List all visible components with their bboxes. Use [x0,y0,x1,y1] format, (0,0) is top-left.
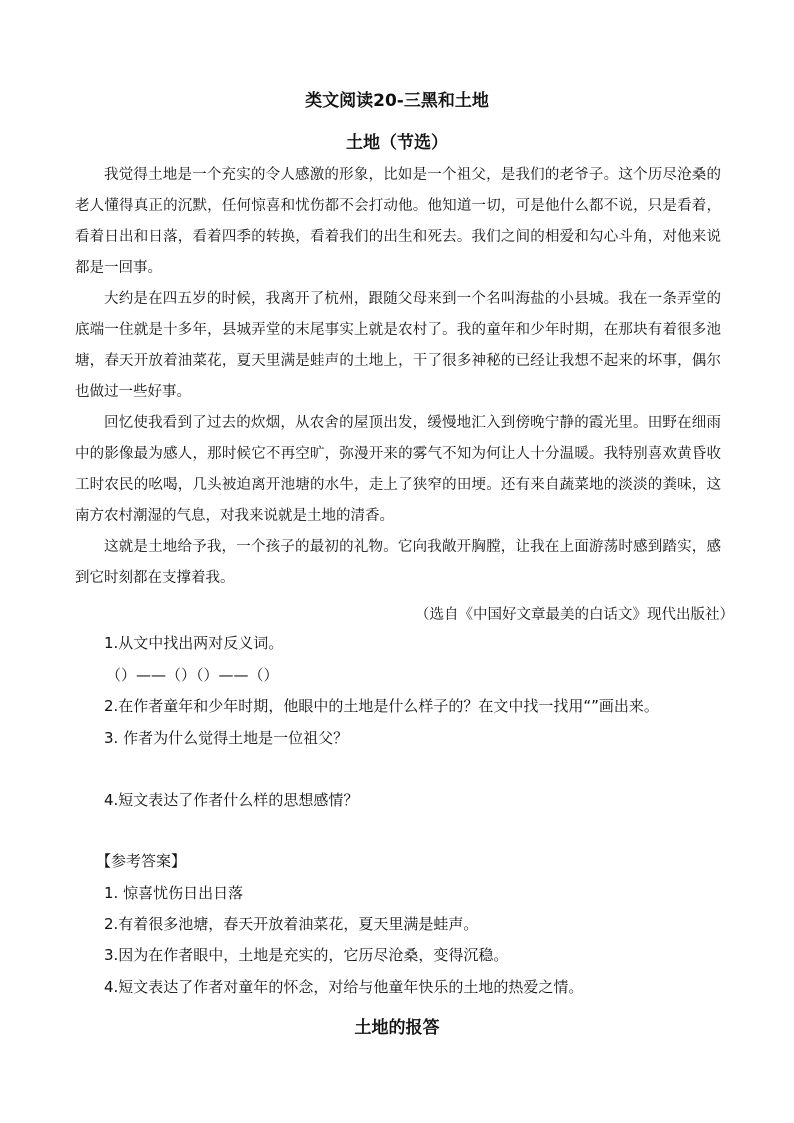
next-section-title: 土地的报答 [354,1018,440,1038]
passage-paragraph-4: 这就是土地给予我，一个孩子的最初的礼物。它向我敞开胸膛，让我在上面游荡时感到踏实，感到它时刻都在支撑着我。 [75,539,721,586]
question-1: 1.从文中找出两对反义词。 [104,634,284,652]
passage-source: （选自《中国好文章最美的白话文》现代出版社） [415,607,734,623]
question-4: 4.短文表达了作者什么样的思想感情？ [104,791,359,809]
passage-paragraph-3: 回忆使我看到了过去的炊烟，从农舍的屋顶出发，缓慢地汇入到傍晚宁静的霞光里。田野在细雨中的影像最为感人，那时候它不再空旷，弥漫开来的雾气不知为何让人十分温暖。我特别喜欢黄昏收工时农民的吆喝，几头被迫离开池塘的水牛，走上了狭窄的田埂。还有来自蔬菜地的淡淡的粪味，这南方农村潮湿的气息，对我来说就是土地的清香。 [75,415,721,524]
answer-4: 4.短文表达了作者对童年的怀念，对给与他童年快乐的土地的热爱之情。 [104,978,584,996]
passage-title: 土地（节选） [346,133,448,153]
answer-heading: 【参考答案】 [96,852,187,870]
question-3: 3. 作者为什么觉得土地是一位祖父？ [104,729,349,747]
question-1-blanks: （）——（）（）——（） [106,666,279,684]
passage-paragraph-1: 我觉得土地是一个充实的令人感激的形象，比如是一个祖父，是我们的老爷子。这个历尽沧桑的老人懂得真正的沉默，任何惊喜和忧伤都不会打动他。他知道一切，可是他什么都不说，只是看着，看着日出和日落，看着四季的转换，看着我们的出生和死去。我们之间的相爱和勾心斗角，对他来说都是一回事。 [75,167,721,276]
answer-3: 3.因为在作者眼中，土地是充实的，它历尽沧桑，变得沉稳。 [104,946,509,964]
question-2: 2.在作者童年和少年时期，他眼中的土地是什么样子的？在文中找一找用“”画出来。 [104,697,659,715]
passage-paragraph-2: 大约是在四五岁的时候，我离开了杭州，跟随父母来到一个名叫海盐的小县城。我在一条弄堂的底端一住就是十多年，县城弄堂的末尾事实上就是农村了。我的童年和少年时期，在那块有着很多池塘，春天开放着油菜花，夏天里满是蛙声的土地上，干了很多神秘的已经让我想不起来的坏事，偶尔也做过一些好事。 [75,291,721,400]
answer-1: 1. 惊喜忧伤日出日落 [104,884,244,902]
answer-2: 2.有着很多池塘，春天开放着油菜花，夏天里满是蛙声。 [104,915,479,933]
document-title: 类文阅读20-三黑和土地 [305,91,489,111]
